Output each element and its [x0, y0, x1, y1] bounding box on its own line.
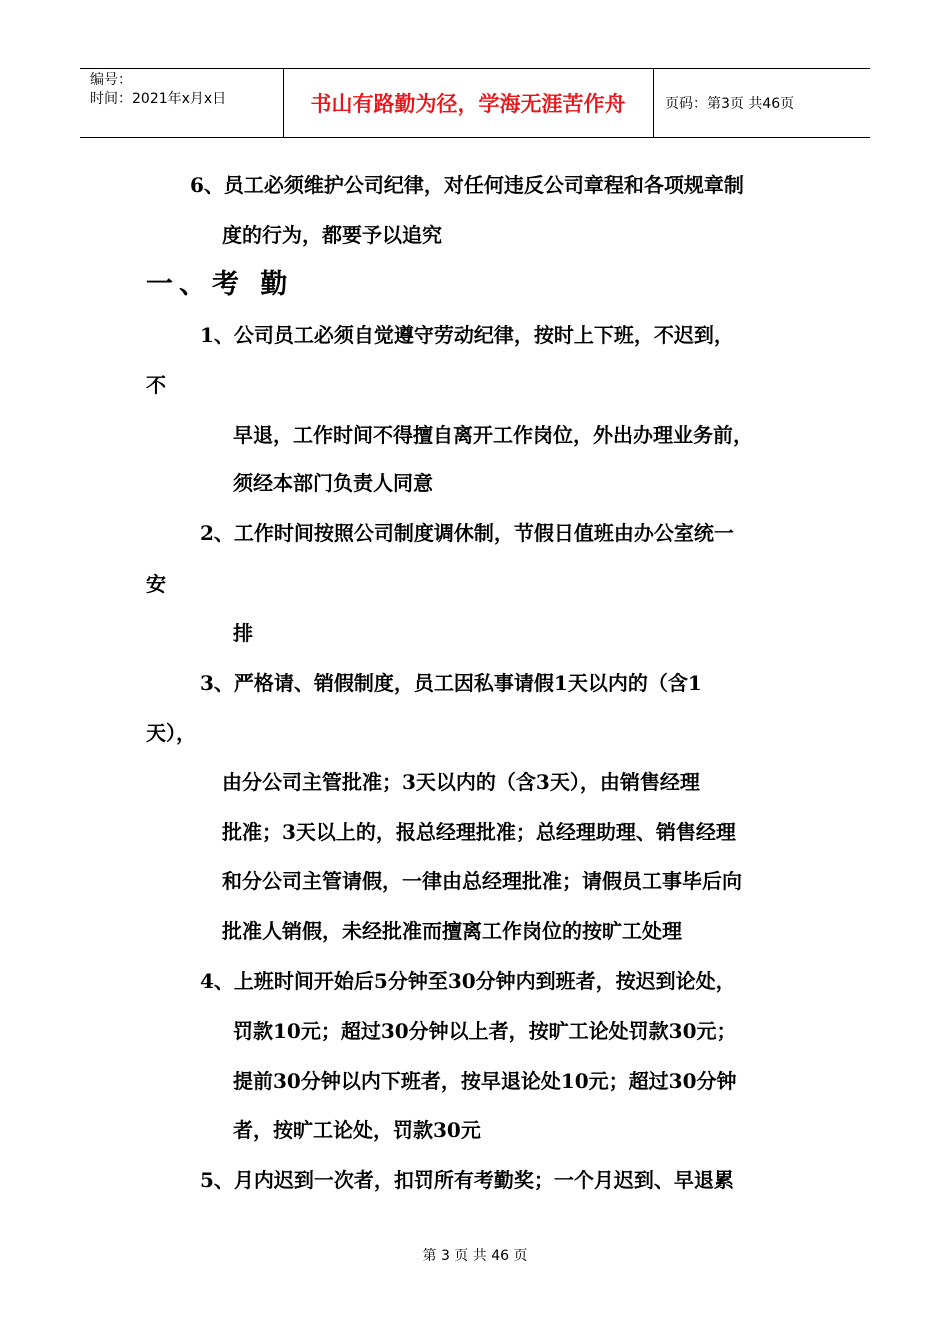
page-footer: 第 3 页 共 46 页 [422, 1248, 528, 1264]
body-line: 早退，工作时间不得擅自离开工作岗位，外出办理业务前， [233, 423, 753, 447]
header-motto: 书山有路勤为径，学海无涯苦作舟 [310, 92, 626, 116]
body-line: 不 [146, 373, 166, 397]
body-line: 罚款10元；超过30分钟以上者，按旷工论处罚款30元； [233, 1019, 737, 1043]
body-line: 度的行为，都要予以追究 [222, 223, 442, 247]
body-line: 由分公司主管批准；3天以内的（含3天），由销售经理 [222, 770, 700, 794]
header-page-info: 页码：第3页 共46页 [665, 96, 795, 112]
body-line: 安 [146, 572, 166, 596]
body-line: 批准人销假，未经批准而擅离工作岗位的按旷工处理 [222, 919, 682, 943]
body-line: 和分公司主管请假，一律由总经理批准；请假员工事毕后向 [222, 869, 742, 893]
header-time-label: 时间：2021年x月x日 [90, 91, 227, 107]
body-line: 1、公司员工必须自觉遵守劳动纪律，按时上下班，不迟到， [200, 323, 734, 347]
body-line: 提前30分钟以内下班者，按早退论处10元；超过30分钟 [233, 1069, 737, 1093]
body-line: 3、严格请、销假制度，员工因私事请假1天以内的（含1 [200, 671, 702, 695]
body-line: 2、工作时间按照公司制度调休制，节假日值班由办公室统一 [200, 521, 734, 545]
body-line: 须经本部门负责人同意 [233, 471, 433, 495]
header-divider [653, 69, 654, 137]
header-meta [90, 71, 226, 109]
header-number-label: 编号： [90, 72, 132, 88]
body-line: 4、上班时间开始后5分钟至30分钟内到班者，按迟到论处， [200, 969, 736, 993]
body-line: 批准；3天以上的，报总经理批准；总经理助理、销售经理 [222, 820, 736, 844]
body-line: 排 [233, 621, 253, 645]
body-line: 6、员工必须维护公司纪律，对任何违反公司章程和各项规章制 [190, 173, 744, 197]
body-line: 天）， [146, 721, 196, 745]
body-line: 5、月内迟到一次者，扣罚所有考勤奖；一个月迟到、早退累 [200, 1168, 734, 1192]
document-header [80, 68, 870, 138]
body-line: 者，按旷工论处，罚款30元 [233, 1118, 481, 1142]
section-heading: 一、考 勤 [146, 269, 294, 300]
